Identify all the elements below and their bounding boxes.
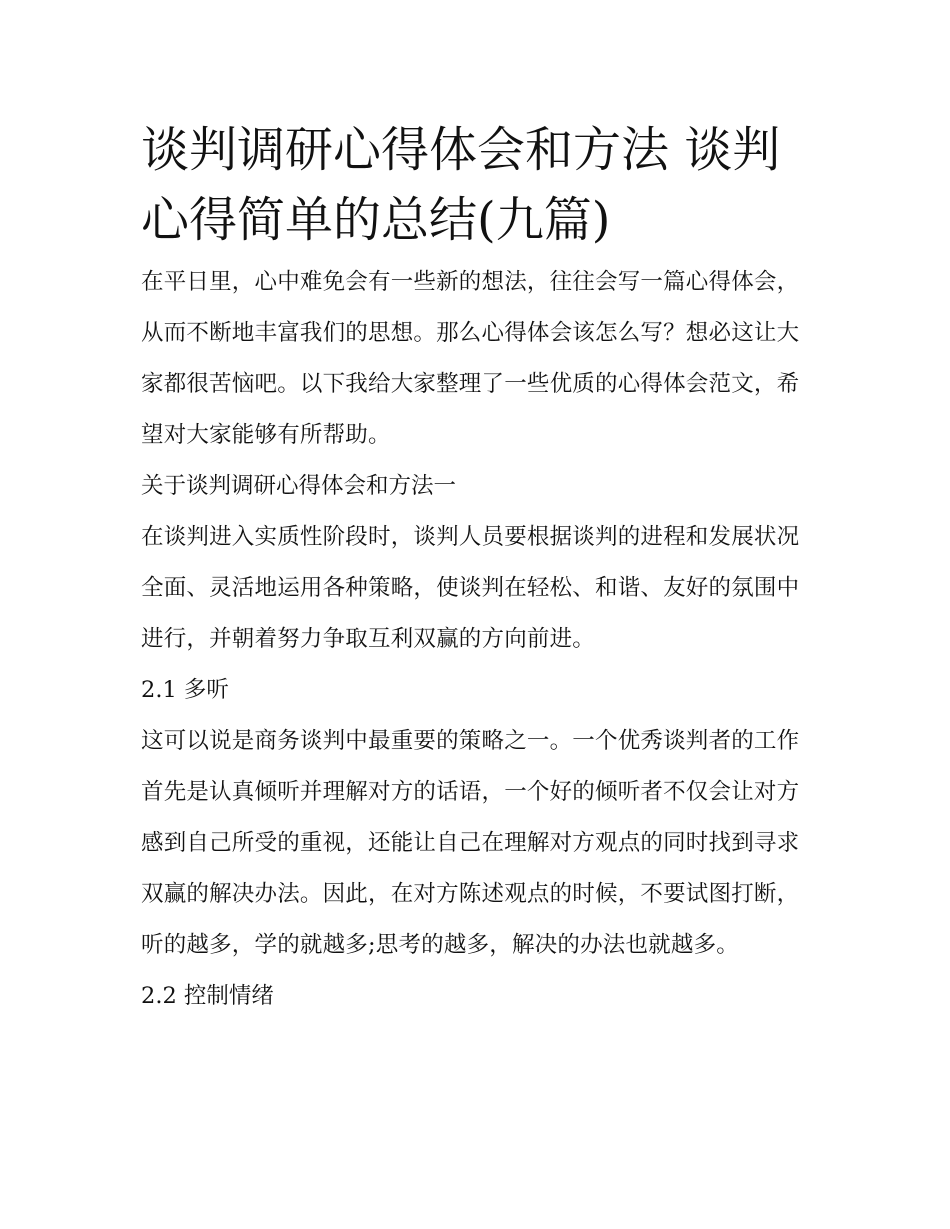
document-content xyxy=(141,115,821,1022)
section-heading: 关于谈判调研心得体会和方法一 xyxy=(141,473,457,499)
section-paragraph: 在谈判进入实质性阶段时，谈判人员要根据谈判的进程和发展状况全面、灵活地运用各种策略，使谈判在轻松、和谐、友好的氛围中进行，并朝着努力争取互利双赢的方向前进。 xyxy=(141,524,800,652)
subsection-heading-listen: 2.1 多听 xyxy=(141,677,229,703)
page-title: 谈判调研心得体会和方法 谈判心得简单的总结(九篇) xyxy=(141,122,781,248)
subsection-heading-emotion: 2.2 控制情绪 xyxy=(141,983,274,1009)
subsection-paragraph-listen: 这可以说是商务谈判中最重要的策略之一。一个优秀谈判者的工作首先是认真倾听并理解对方的话语，一个好的倾听者不仅会让对方感到自己所受的重视，还能让自己在理解对方观点的同时找到寻求双赢的解决办法。因此，在对方陈述观点的时候，不要试图打断，听的越多，学的就越多;思考的越多，解决的办法也就越多。 xyxy=(141,728,800,958)
intro-paragraph: 在平日里，心中难免会有一些新的想法，往往会写一篇心得体会，从而不断地丰富我们的思想。那么心得体会该怎么写？想必这让大家都很苦恼吧。以下我给大家整理了一些优质的心得体会范文，希望对大家能够有所帮助。 xyxy=(141,269,800,448)
